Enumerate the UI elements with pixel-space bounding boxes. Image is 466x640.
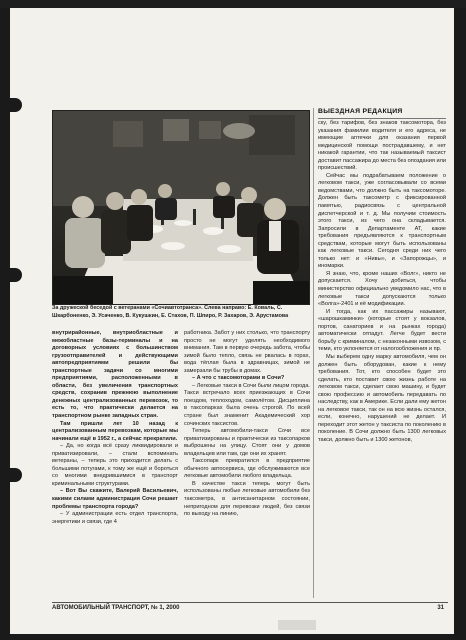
paragraph: Мы выберем одну марку автомобиля, чем он должен быть оборудован, какие к нему требования. Тот, кто способен будет это сделать, кто поставит свою жизнь работе на легковом такси, сделает свою машину, и будет свою профессию и автомобиль передавать по наследству, как в Америке. Если дали ему жетон на легковое такси, так он на всю жизнь остался, если, конечно, нарушений не делает. И переходит этот жетон у таксиста по поколению в поколение. В Сочи должно быть 1300 легковых такси, должно быть и 1300 жетонов, [318,353,446,443]
photo-veterans-meeting [52,110,310,305]
section-title: ВЫЕЗДНАЯ РЕДАКЦИЯ [318,108,446,119]
question-paragraph: – Вот Вы скажите, Валерий Васильевич, какими силами администрация Сочи решает проблемы транспорта города? [52,488,178,510]
photo-caption: За дружеской беседой с ветеранами «Сочиавтотранса». Слева направо: Е. Коваль, С. Шкарбоненко, Э. Усаченко, В. Кукушкин, Е. Стахов, П. Шпиро, Р. Захаров, Э. Арустамова [52,305,289,319]
paragraph: внутрирайонные, внутриобластные и межобластные базы-терминалы и на договорных условиях с большинством грузоотправителей и действующими автопредприятиями решили бы транспортные задачи со многими предприятиями, расположенными в области, без увеличения транспортных средств, сохранив прежнюю выполнение денежных централизованных перевозок, то есть то, что практически делается на транспортном рынке западных стран. [52,330,178,420]
column-divider [313,108,314,598]
text-column-2 [184,330,310,519]
paragraph: Теперь автомобили-такси Сочи все приватизированы и практически из таксопарков выброшены на улицу. Стоят они у домов владельцев или там, где они их хранят. [184,428,310,457]
paragraph: И тогда, как их пассажиры называют, «шарошкаминки» (которые стоят у вокзалов, портов, санаториев и на рынках города) автоматически отпадут. Легче будет вести борьбу с криминалом, с незаконными извозом, с теми, кто уклоняется от налогообложения и пр. [318,308,446,353]
page-number: 31 [437,605,444,611]
paragraph: – У администрации есть отдел транспорта, энергетики и связи, где 4 [52,511,178,525]
scan-border-top [0,0,466,8]
journal-name: АВТОМОБИЛЬНЫЙ ТРАНСПОРТ, № 1, 2000 [52,605,180,611]
scan-hole [10,468,22,482]
paragraph: В качестве такси теперь могут быть использованы любые легковые автомобили без таксометра, в антисанитарном состоянии, непригодном для перевозки людей, без связи по выходу на линию, [184,480,310,518]
paragraph: работника. Забот у них столько, что транспорту просто не могут уделять необходимого внимания. Там в первую очередь забота, чтобы зимой было тепло, связь не рвалась в горах, вода тёплая была в здравницах, зимой не замерзали бы трубы в домах. [184,330,310,374]
paragraph: Сейчас мы подрабатываем положение о легковом такси, уже согласовывали со всеми ведомствами, что должно быть на таксомоторе. Должен быть таксометр с фиксированной памятью, радиосвязь с центральной диспетчерской и т. д. Мы получим стоимость этого такси, из чего она складывается. Запросили в Департаменте АТ, какие требования предъявляются к транспортным средствам, которые могут быть использованы как легковые такси. Сегодня среди них чего только нет: и «Нивы», и «Запорожцы», и иномарки. [318,172,446,270]
text-column-1 [52,330,178,526]
paragraph: – Да, но когда всё сразу ликвидировали и приватизировали, – стали вспоминать ветераны, – теперь это приходится делать с большими потугами, к тому же ещё и бороться со многими внедрившимися в транспорт криминальными структурами. [52,443,178,487]
paragraph: Таксопарк превратился в предприятие обычного автосервиса, где обслуживаются все легковые автомобили любого владельца. [184,458,310,480]
paragraph: Там пришли лет 10 назад к централизованным перевозкам, которые мы начинали ещё в 1952 г., а сейчас прекратили. [52,420,178,442]
paragraph: ску, без тарифов, без знаков таксомотора, без указания фамилии водителя и его адреса, не имеющие аптечки для оказания первой медицинской помощи пострадавшему, и нет никакой гарантии, что так называемый таксист доставит пассажира до места без опоздания или происшествий. [318,120,446,172]
scan-hole [10,268,22,282]
footer-rule [52,602,448,603]
scan-hole [10,98,22,112]
page-sheet [10,8,454,634]
paragraph: – Легковые такси в Сочи были лицом города. Такси встречало всех приезжающих в Сочи поездом, теплоходом, самолётом. Дисциплина в таксопарках была очень строгой. По всей стране был знаменит Академический хор сочинских таксистов. [184,382,310,427]
question-paragraph: – А что с таксомоторами в Сочи? [192,375,285,382]
photo-illustration [53,111,309,304]
text-column-3 [318,120,446,445]
scan-artifact [278,620,316,630]
page-footer [52,605,448,611]
paragraph: Я знаю, что, кроме наших «Волг», никто не допускается. Хочу добиться, чтобы министерство официально уведомило нас, что в легковые такси допускаются только «Волга»-2401 и её модификации. [318,270,446,308]
